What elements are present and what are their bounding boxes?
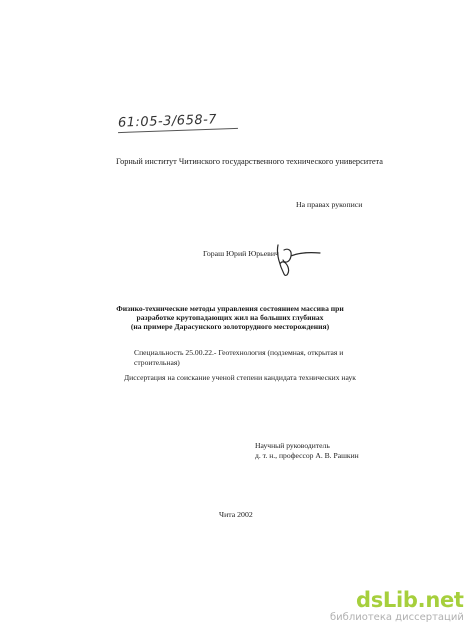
handwritten-catalog-number: 61:05-3/658-7	[117, 112, 218, 131]
institution-name: Горный институт Читинского государственного технического университета	[116, 157, 383, 166]
title-line: разработке крутопадающих жил на больших глубинах	[136, 313, 324, 323]
title-line: (на примере Дарасунского золоторудного месторождения)	[130, 322, 330, 332]
supervisor-name: д. т. н., профессор А. В. Рашкин	[255, 450, 359, 460]
specialty-line: Специальность 25.00.22.- Геотехнология (подземная, открытая и	[134, 348, 344, 357]
manuscript-rights-note: На правах рукописи	[296, 200, 363, 209]
specialty-line: строительная)	[134, 357, 180, 367]
author-signature-icon	[270, 240, 326, 280]
supervisor-label: Научный руководитель	[255, 441, 330, 450]
dissertation-title	[110, 304, 350, 332]
city-year: Чита 2002	[219, 510, 253, 519]
specialty	[134, 348, 354, 367]
title-line: Физико-технические методы управления состоянием массива при	[116, 304, 344, 313]
supervisor	[255, 441, 359, 460]
watermark-logo[interactable]: dsLib.net	[356, 588, 464, 612]
dissertation-note: Диссертация на соискание ученой степени кандидата технических наук	[124, 373, 356, 382]
watermark-caption: библиотека диссертаций	[330, 612, 464, 623]
author-name: Гораш Юрий Юрьевич	[203, 249, 279, 258]
